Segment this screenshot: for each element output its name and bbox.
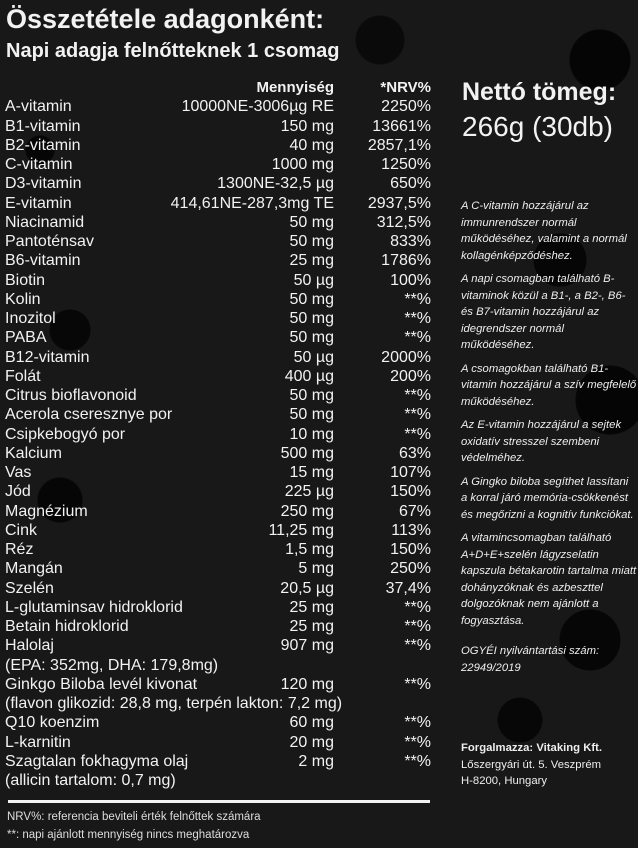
ingredient-amount: 500 mg — [280, 444, 334, 462]
ingredient-name: Folát — [5, 367, 41, 385]
ingredient-amount: 1300NE-32,5 µg — [217, 175, 334, 193]
table-row — [5, 617, 431, 636]
ingredient-amount: 50 mg — [289, 290, 334, 308]
ingredient-amount: 1,5 mg — [285, 541, 334, 558]
table-row — [5, 251, 431, 270]
table-row — [5, 521, 431, 540]
ingredient-name: A-vitamin — [5, 98, 72, 116]
table-row — [5, 598, 431, 617]
ingredient-nrv: 200% — [390, 367, 431, 385]
ingredient-nrv: **% — [404, 598, 431, 616]
ingredient-amount: 5 mg — [298, 560, 334, 578]
table-row — [5, 463, 431, 482]
table-row — [5, 540, 431, 559]
ingredient-amount: 250 mg — [280, 502, 334, 520]
table-header — [5, 78, 431, 97]
ingredient-amount: 50 mg — [289, 213, 334, 231]
table-row — [5, 482, 431, 501]
ingredient-name: B6-vitamin — [5, 252, 81, 270]
ingredient-nrv: 2250% — [381, 98, 431, 116]
ingredient-nrv: **% — [404, 714, 431, 732]
ingredient-name: (flavon glikozid: 28,8 mg, terpén lakton: 7,2 mg) — [5, 695, 343, 712]
table-row — [5, 309, 431, 328]
ingredient-name: Biotin — [5, 271, 46, 289]
ingredient-amount: 10000NE-3006µg RE — [181, 98, 334, 116]
ingredient-nrv: 150% — [390, 483, 431, 501]
ingredient-nrv: **% — [404, 387, 431, 404]
ingredient-nrv: 250% — [390, 560, 431, 578]
page-subtitle: Napi adagja felnőtteknek 1 csomag — [6, 40, 340, 62]
table-row — [5, 348, 431, 367]
ingredient-name: Betain hidroklorid — [5, 618, 129, 635]
ingredient-nrv: **% — [404, 310, 431, 327]
table-row — [5, 559, 431, 578]
ingredient-nrv: **% — [404, 637, 431, 655]
ingredient-nrv: 150% — [390, 541, 431, 558]
ingredient-name: L-karnitin — [5, 733, 71, 751]
ingredient-amount: 400 µg — [284, 367, 334, 385]
table-row — [5, 117, 431, 136]
ingredient-nrv: 2857,1% — [367, 136, 431, 154]
ingredient-name: Vas — [5, 464, 32, 481]
table-row — [5, 97, 431, 116]
ingredient-amount: 120 mg — [280, 675, 334, 693]
ingredient-name: Kolin — [5, 290, 41, 308]
ingredient-name: B12-vitamin — [5, 348, 90, 366]
ingredient-name: Niacinamid — [5, 213, 85, 231]
table-row — [5, 636, 431, 655]
ingredient-nrv: **% — [404, 329, 431, 347]
note: A Gingko biloba segíthet lassítani a korral járó memória-csökkenést és megőrizni a kognitív funkciókat. — [461, 475, 634, 521]
ingredient-amount: 150 mg — [280, 117, 334, 135]
table-row — [5, 386, 431, 405]
ingredient-amount: 2 mg — [298, 752, 334, 770]
ingredient-amount: 50 mg — [289, 329, 334, 347]
ingredient-amount: 50 mg — [289, 233, 334, 250]
distributor-country: H-8200, Hungary — [461, 775, 548, 787]
ingredient-name: Inozitol — [5, 310, 56, 327]
composition-table — [5, 78, 431, 790]
distributor-name: Forgalmazza: Vitaking Kft. — [461, 742, 603, 754]
ingredient-nrv: 100% — [390, 271, 431, 289]
table-row — [5, 502, 431, 521]
ingredient-nrv: **% — [404, 290, 431, 308]
footnote-nrv: NRV%: referencia beviteli érték felnőttek számára — [7, 811, 261, 823]
note: A csomagokban található B1-vitamin hozzájárul a szív megfelelő működéséhez. — [461, 362, 637, 408]
table-row — [5, 656, 431, 675]
divider — [8, 800, 430, 803]
distributor-address: Lőszergyári út. 5. Veszprém — [461, 758, 602, 771]
ingredient-nrv: **% — [404, 425, 431, 443]
ingredient-name: (EPA: 352mg, DHA: 179,8mg) — [5, 656, 219, 674]
table-row — [5, 174, 431, 193]
ingredient-amount: 1000 mg — [271, 156, 334, 173]
ingredient-name: L-glutaminsav hidroklorid — [5, 598, 183, 616]
ingredient-name: C-vitamin — [5, 156, 73, 173]
ingredient-name: Halolaj — [5, 637, 54, 655]
ingredient-nrv: 63% — [398, 444, 431, 462]
ingredient-nrv: 833% — [390, 233, 431, 250]
ingredient-nrv: **% — [404, 675, 431, 693]
ingredient-name: Magnézium — [5, 502, 88, 520]
table-row — [5, 733, 431, 752]
health-claims — [461, 198, 637, 683]
ingredient-nrv: 2000% — [381, 348, 431, 366]
ingredient-amount: 50 µg — [293, 271, 334, 289]
table-row — [5, 752, 431, 771]
table-row — [5, 771, 431, 790]
ingredient-name: Réz — [5, 541, 34, 558]
ingredient-name: B1-vitamin — [5, 117, 81, 135]
page-title: Összetétele adagonként: — [6, 4, 325, 34]
note: Az E-vitamin hozzájárul a sejtek oxidatív stresszel szembeni védelméhez. — [461, 419, 622, 464]
ingredient-nrv: 113% — [391, 521, 431, 539]
ingredient-nrv: 650% — [390, 175, 431, 193]
ingredient-name: Citrus bioflavonoid — [5, 387, 137, 404]
ingredient-name: Szelén — [5, 579, 54, 597]
ingredient-amount: 25 mg — [289, 618, 334, 635]
ingredient-amount: 25 mg — [289, 598, 334, 616]
table-row — [5, 425, 431, 444]
ingredient-name: Szagtalan fokhagyma olaj — [5, 752, 189, 770]
note: A napi csomagban található B-vitaminok közül a B1-, a B2-, B6- és B7-vitamin hozzájárul az idegrendszer normál működéséhez. — [461, 273, 626, 351]
ingredient-amount: 907 mg — [280, 637, 334, 655]
header-nrv: *NRV% — [380, 79, 431, 96]
table-row — [5, 694, 431, 713]
ingredient-amount: 60 mg — [289, 714, 334, 732]
net-weight-value: 266g (30db) — [462, 111, 614, 142]
ingredient-amount: 25 mg — [289, 252, 334, 270]
ingredient-nrv: **% — [404, 752, 431, 770]
ingredient-name: Acerola cseresznye por — [5, 406, 173, 424]
ingredient-name: D3-vitamin — [5, 175, 82, 193]
ingredient-name: Csipkebogyó por — [5, 425, 126, 443]
ingredient-name: Pantoténsav — [5, 233, 94, 250]
registration-number: OGYÉI nyilvántartási szám: 22949/2019 — [461, 645, 600, 674]
table-row — [5, 155, 431, 174]
ingredient-amount: 40 mg — [289, 136, 334, 154]
ingredient-name: E-vitamin — [5, 194, 72, 212]
table-row — [5, 328, 431, 347]
distributor — [461, 740, 602, 790]
table-row — [5, 713, 431, 732]
ingredient-amount: 414,61NE-287,3mg TE — [170, 194, 334, 212]
table-row — [5, 194, 431, 213]
ingredient-name: Jód — [5, 483, 31, 501]
table-row — [5, 444, 431, 463]
ingredient-amount: 50 µg — [293, 348, 334, 366]
ingredient-nrv: 67% — [398, 502, 431, 520]
table-row — [5, 579, 431, 598]
table-row — [5, 232, 431, 251]
ingredient-nrv: 37,4% — [385, 579, 431, 597]
ingredient-name: Mangán — [5, 560, 63, 578]
ingredient-amount: 50 mg — [289, 310, 334, 327]
ingredient-amount: 20,5 µg — [280, 579, 334, 597]
ingredient-name: B2-vitamin — [5, 136, 81, 154]
ingredient-nrv: 107% — [390, 464, 431, 481]
footnote-stars: **: napi ajánlott mennyiség nincs meghatározva — [7, 829, 250, 841]
table-row — [5, 405, 431, 424]
ingredient-amount: 15 mg — [289, 464, 334, 481]
note: A C-vitamin hozzájárul az immunrendszer normál működéséhez, valamint a normál kollagénképződéshez. — [461, 200, 627, 262]
ingredient-nrv: 13661% — [372, 117, 431, 135]
table-row — [5, 675, 431, 694]
ingredient-amount: 50 mg — [289, 387, 334, 404]
ingredient-name: Ginkgo Biloba levél kivonat — [5, 675, 198, 693]
ingredient-amount: 10 mg — [289, 425, 334, 443]
ingredient-nrv: **% — [404, 618, 431, 635]
ingredient-amount: 20 mg — [289, 733, 334, 751]
header-amount: Mennyiség — [256, 79, 334, 96]
note: A vitamincsomagban található A+D+E+szelén lágyzselatin kapszula bétakarotin tartalma miatt dohányzóknak és azbeszttel dolgozóknak nem ajánlott a fogyasztása. — [461, 532, 637, 627]
ingredient-name: Kalcium — [5, 444, 62, 462]
ingredient-nrv: **% — [404, 406, 431, 424]
ingredient-nrv: 2937,5% — [367, 194, 431, 212]
ingredient-nrv: 1250% — [381, 156, 431, 173]
ingredient-name: (allicin tartalom: 0,7 mg) — [5, 772, 176, 789]
table-row — [5, 271, 431, 290]
ingredient-nrv: **% — [404, 733, 431, 751]
ingredient-amount: 11,25 mg — [268, 521, 334, 539]
ingredient-name: Cink — [5, 521, 38, 539]
ingredient-name: Q10 koenzim — [5, 714, 100, 732]
ingredient-nrv: 312,5% — [376, 213, 431, 231]
ingredient-amount: 50 mg — [289, 406, 334, 424]
table-row — [5, 213, 431, 232]
ingredient-nrv: 1786% — [381, 252, 431, 270]
table-row — [5, 367, 431, 386]
net-weight-label: Nettó tömeg: — [462, 78, 617, 106]
table-row — [5, 136, 431, 155]
table-row — [5, 290, 431, 309]
ingredient-name: PABA — [5, 329, 47, 347]
ingredient-amount: 225 µg — [284, 483, 334, 501]
